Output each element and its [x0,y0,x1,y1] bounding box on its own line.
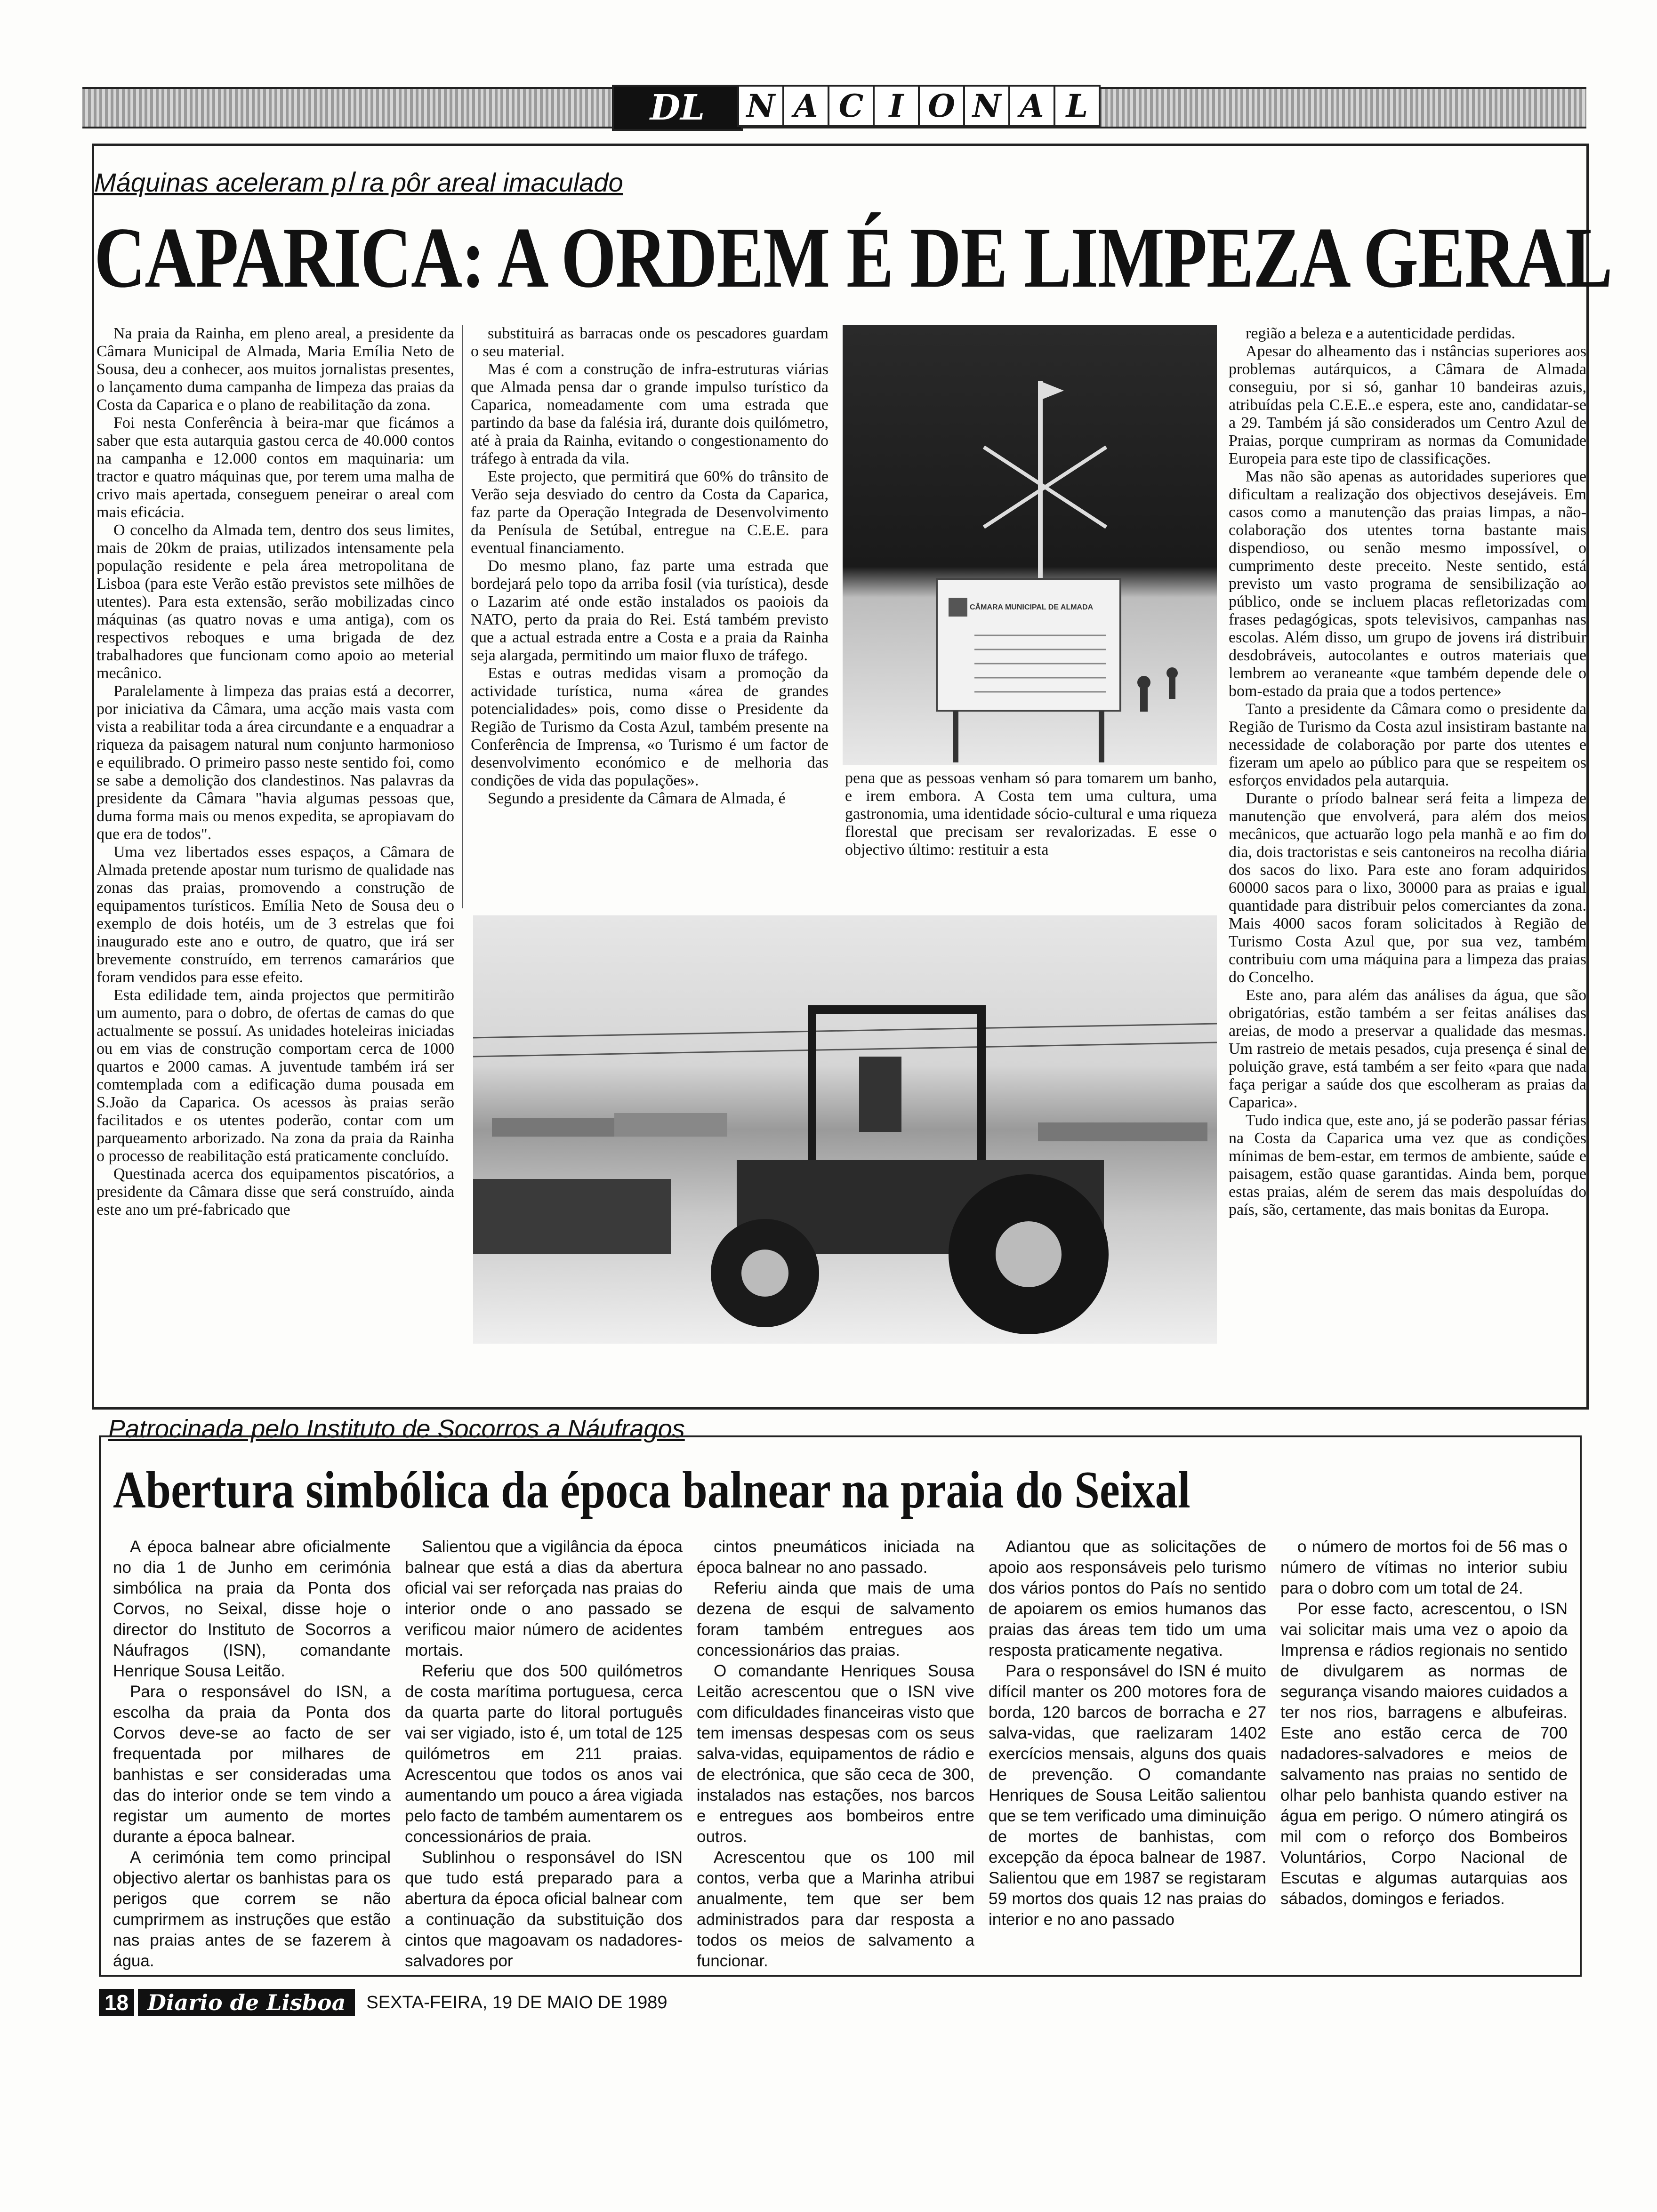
paragraph: Referiu que dos 500 quilómetros de costa marítima portuguesa, cerca da quarta parte do litoral português vai ser vigiado, isto é, um total de 125 quilómetros em 211 praias. Acrescentou que todos os anos vai aumentando um pouco a área vigiada pelo facto de também aumentarem os concessionários de praia. [405,1662,683,1846]
paragraph: Sublinhou o responsável do ISN que tudo está preparado para a abertura da época oficial balnear com a continuação da substituição dos cintos que magoavam os nadadores-salvadores por [405,1848,683,1970]
paragraph: Tudo indica que, este ano, já se poderão passar férias na Costa da Caparica uma vez que as condições mínimas de bem-estar, em termos de ambiente, saúde e paisagem, estão quase garantidas. Ainda bem, porque estas praias, além de serem das mais despoluídas do país, são, certamente, das mais bonitas da Europa. [1229,1112,1586,1218]
paragraph: cintos pneumáticos iniciada na época balnear no ano passado. [697,1538,974,1577]
paragraph: substituirá as barracas onde os pescadores guardam o seu material. [471,325,828,360]
paragraph: Por esse facto, acrescentou, o ISN vai solicitar mais uma vez o apoio da Imprensa e rádios regionais no sentido de divulgarem as normas de segurança visando maiores cuidados a ter nos rios, barragens e albufeiras. Este ano estão cerca de 700 nadadores-salvadores e meios de salvamento nas praias no sentido de olhar pelo banhista quando estiver na água em perigo. O número atingirá os mil com o reforço dos Bombeiros Voluntários, Corpo Nacional de Escutas e algumas autarquias aos sábados, domingos e feriados. [1280,1600,1568,1908]
paragraph: Mas não são apenas as autoridades superiores que dificultam a realização dos objectivos desejáveis. Em casos como a manutenção das praias limpas, a não-colaboração dos utentes torna bastante mais dispendioso, ou senão mesmo impossível, o cumprimento deste preceito. Neste sentido, está previsto um vasto programa de sensibilização ao público, onde se incluem placas refletorizadas com frases pedagógicas, spots televisivos, campanhas nas escolas. Além disso, um grupo de jovens irá distribuir desdobráveis, autocolantes e outros materiais que lembrem ao veraneante «que também depende dele o bom-estado da praia que a todos pertence» [1229,468,1586,700]
page-footer [99,1988,758,2017]
section-letter: N [963,85,1010,127]
article-headline: CAPARICA: A ORDEM É DE LIMPEZA GERAL [94,209,1612,305]
paragraph: Referiu ainda que mais de uma dezena de esqui de salvamento foram também entregues aos concessionários das praias. [697,1579,974,1659]
article-column-3: pena que as pessoas venham só para tomarem um banho, e irem embora. A Costa tem uma cultura, uma gastronomia, uma identidade sócio-cultural e uma riqueza florestal que precisam ser revalorizadas. E esse o objectivo último: restituir a esta [845,769,1217,858]
sign-board-title: CÂMARA MUNICIPAL DE ALMADA [970,603,1094,611]
newspaper-logo: DL [612,85,743,131]
article2-headline: Abertura simbólica da época balnear na praia do Seixal [113,1461,1190,1519]
paragraph: O concelho da Almada tem, dentro dos seus limites, mais de 20km de praias, utilizados intensamente pela população residente e pela área metropolitana de Lisboa (para este Verão estão previstos sete milhões de utentes). Para esta extensão, serão mobilizadas cinco máquinas (as quatro novas e uma antiga), com os respectivos reboques e uma brigada de dez trabalhadores que funcionam como apoio ao meterial mecânico. [97,521,454,682]
paragraph: Durante o príodo balnear será feita a limpeza de manutenção que envolverá, para além dos meios mecânicos, que actuarão logo pela manhã e ao fim do dia, dois tractoristas e seis cantoneiros na recolha diária dos sacos do lixo. Para este ano foram adquiridos 60000 sacos para o lixo, 30000 para as praias e igual quantidade para distribuir pelos comerciantes da zona. Mais 4000 sacos foram solicitados à Região de Turismo Costa Azul que, por sua vez, também contribuiu com uma máquina para a limpeza das praias do Concelho. [1229,790,1586,986]
section-letter: L [1054,85,1101,127]
article2-column-1 [113,1537,391,1970]
photo-beach-sign [843,325,1217,765]
paragraph: Do mesmo plano, faz parte uma estrada que bordejará pelo topo da arriba fosil (via turística), desde o Lazarim até onde estão instalados os paoiois da NATO, perto da praia do Rei. Está também previsto que a actual estrada entre a Costa e a praia da Rainha seja alargada, permitindo um maior fluxo de tráfego. [471,557,828,664]
section-letter: N [737,85,784,127]
paragraph: Tanto a presidente da Câmara como o presidente da Região de Turismo da Costa azul insistiram bastante na necessidade de colaboração por parte dos utentes e fizeram um apelo ao público para que se respeitem os esforços envidados pela autarquia. [1229,700,1586,789]
paragraph: Para o responsável do ISN, a escolha da praia da Ponta dos Corvos deve-se ao facto de ser frequentada por milhares de banhistas e ser consideradas uma das do interior onde se tem vindo a registar um aumento de mortes durante a época balnear. [113,1683,391,1846]
article-kicker: Máquinas aceleram pⅼ ra pôr areal imaculado [94,168,623,197]
article2-column-5 [1280,1537,1568,1960]
photo-tractor-on-beach [473,915,1217,1344]
paragraph: Para o responsável do ISN é muito difícil manter os 200 motores fora de borda, 120 barcos de borracha e 27 salva-vidas, que raelizaram 1402 exercícios mensais, alguns dos quais de prevenção. O comandante Henriques de Sousa Leitão salientou que se tem verificado uma diminuição de mortes de banhistas, com excepção da época balnear de 1987. Salientou que em 1987 se registaram 59 mortos dos quais 12 nas praias do interior e no ano passado [989,1662,1266,1929]
issue-date: SEXTA-FEIRA, 19 DE MAIO DE 1989 [366,1992,668,2012]
page-number: 18 [99,1989,134,2016]
column-rule [462,325,463,908]
paragraph: Foi nesta Conferência à beira-mar que ficámos a saber que esta autarquia gastou cerca de 40.000 contos na campanha e 12.000 contos em maquinaria: um tractor e quatro máquinas que, por terem uma malha de crivo mais apertada, conseguem peneirar o areal com mais eficácia. [97,414,454,521]
paragraph: O comandante Henriques Sousa Leitão acrescentou que o ISN vive com dificuldades financeiras visto que tem imensas despesas com os seus salva-vidas, equipamentos de rádio e de electrónica, que são ceca de 300, instalados nas estações, nos barcos e entregues aos bombeiros entre outros. [697,1662,974,1846]
paragraph: Mas é com a construção de infra-estruturas viárias que Almada pensa dar o grande impulso turístico da Caparica, nomeadamente com uma estrada que partindo da base da falésia irá, durante dois quilómetro, até à praia da Rainha, evitando o congestionamento do tráfego à entrada da vila. [471,361,828,467]
masthead-logo: Diario de Lisboa [138,1989,355,2016]
paragraph: Questinada acerca dos equipamentos piscatórios, a presidente da Câmara disse que será construído, ainda este ano um pré-fabricado que [97,1165,454,1218]
paragraph: Salientou que a vigilância da época balnear que está a dias da abertura oficial vai ser reforçada nas praias do interior onde o ano passado se verificou maior número de acidentes mortais. [405,1538,683,1659]
article-column-2 [471,325,828,908]
paragraph: Uma vez libertados esses espaços, a Câmara de Almada pretende apostar num turismo de qualidade nas zonas das praias, promovendo a construção de equipamentos turísticos. Emília Neto de Sousa deu o exemplo de dois hotéis, um de 3 estrelas que foi inaugurado este ano e outro, de quatro, que irá ser brevemente construído, em terrenos camarários que foram vendidos para esse efeito. [97,843,454,986]
section-letter: A [782,85,829,127]
paragraph: Esta edilidade tem, ainda projectos que permitirão um aumento, para o dobro, de ofertas de camas do que actualmente se possuí. As unidades hoteleiras iniciadas ou em vias de construção comportam cerca de 1000 quartos e 2000 camas. A juventude também irá ser comtemplada com a edificação duma pousada em S.João da Caparica. Os acessos às praias serão facilitados e os utentes poderão, contar com um parqueamento arborizado. Na zona da praia da Rainha o processo de reabilitação está praticamente concluído. [97,986,454,1165]
paragraph: Acrescentou que os 100 mil contos, verba que a Marinha atribui anualmente, tem que ser bem administrados para dar resposta a todos os meios de salvamento a funcionar. [697,1848,974,1970]
article-column-1 [97,325,454,1403]
paragraph: Este ano, para além das análises da água, que são obrigatórias, estão também a ser feitas análises das areias, de modo a preservar a qualidade das mesmas. Um rastreio de metais pesados, cuja presença é sinal de poluição grave, está também a ser feito «para que nada faça perigar a saúde dos que escolheram as praias da Caparica». [1229,986,1586,1111]
paragraph: o número de mortos foi de 56 mas o número de vítimas no interior subiu para o dobro com um total de 24. [1280,1538,1568,1597]
section-letter: I [873,85,920,127]
article2-column-3 [697,1537,974,1970]
paragraph: Este projecto, que permitirá que 60% do trânsito de Verão seja desviado do centro da Costa da Caparica, faz parte da Operação Integrada de Desenvolvimento da Penísula de Setúbal, entregue na C.E.E. para eventual financiamento. [471,468,828,557]
paragraph: A época balnear abre oficialmente no dia 1 de Junho em cerimónia simbólica na praia da Ponta dos Corvos, no Seixal, disse hoje o director do Instituto de Socorros a Náufragos (ISN), comandante Henrique Sousa Leitão. [113,1538,391,1680]
paragraph: Na praia da Rainha, em pleno areal, a presidente da Câmara Municipal de Almada, Maria Emília Neto de Sousa, deu a conhecer, aos muitos jornalistas presentes, o lançamento duma campanha de limpeza das praias da Costa da Caparica e o plano de reabilitação da zona. [97,325,454,414]
article2-column-4 [989,1537,1266,1960]
article2-column-2 [405,1537,683,1970]
section-letter: O [918,85,965,127]
paragraph: Segundo a presidente da Câmara de Almada, é [488,790,786,807]
section-letter: C [828,85,875,127]
section-title [739,85,1101,127]
paragraph: região a beleza e a autenticidade perdidas. [1246,325,1515,342]
paragraph: Estas e outras medidas visam a promoção da actividade turística, numa «área de grandes potencialidades» pois, como disse o Presidente da Região de Turismo da Costa Azul, também presente na Conferência de Imprensa, «o Turismo é um factor de desenvolvimento económico e de melhoria das condições de vida das populações». [471,665,828,789]
paragraph: Apesar do alheamento das i nstâncias superiores aos problemas autárquicos, a Câmara de Almada conseguiu, por si só, ganhar 10 bandeiras azuis, atribuídas pela C.E.E..e espera, este ano, candidatar-se a 29. Também já são considerados um Centro Azul de Praias, porque cumpriram as normas da Comunidade Europeia para este tipo de classificações. [1229,343,1586,467]
paragraph: Paralelamente à limpeza das praias está a decorrer, por iniciativa da Câmara, uma acção mais vasta com vista a reabilitar toda a área circundante e a enquadrar a riqueza da paisagem natural num conjunto harmonioso e equilibrado. O primeiro passo neste sentido foi, como se sabe a demolição dos clandestinos. Nas palavras da presidente da Câmara "havia algumas pessoas que, duma forma mais ou menos expedita, se apropiavam do que era de todos". [97,682,454,843]
article-column-4 [1229,325,1586,1403]
paragraph: Adiantou que as solicitações de apoio aos responsáveis pelo turismo dos vários pontos do País no sentido de apoiarem os emios humanos das praias das áreas tem tido um uma resposta praticamente negativa. [989,1538,1266,1659]
paragraph: A cerimónia tem como principal objectivo alertar os banhistas para os perigos que correm se não cumprirmem as instruções que estão nas praias antes de se fazerem à água. [113,1848,391,1970]
article2-kicker: Patrocinada pelo Instituto de Socorros a Náufragos [108,1415,685,1443]
section-letter: A [1008,85,1055,127]
